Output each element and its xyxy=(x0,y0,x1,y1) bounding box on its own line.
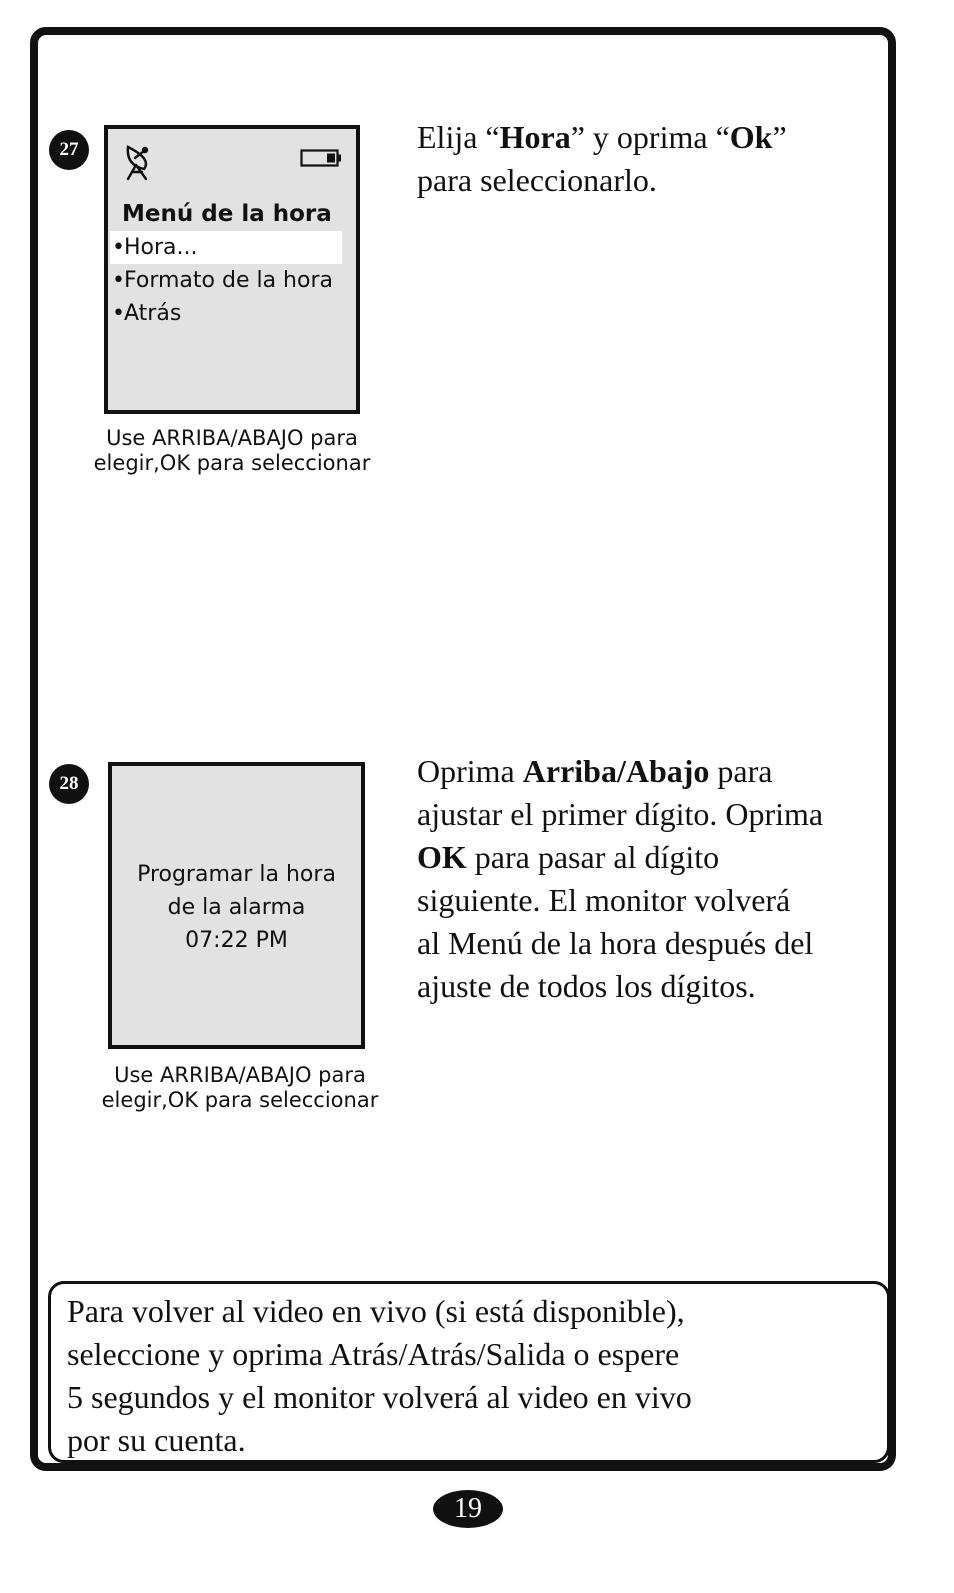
text: ” xyxy=(772,119,787,155)
caption-line: elegir,OK para seleccionar xyxy=(101,1088,379,1112)
menu-item-label: Atrás xyxy=(124,301,182,326)
note-line: por su cuenta. xyxy=(67,1422,246,1458)
menu-title: Menú de la hora xyxy=(122,201,332,227)
menu-item-atras[interactable] xyxy=(110,297,342,330)
menu-item-label: Hora... xyxy=(124,235,198,260)
text: para pasar al dígito xyxy=(466,839,720,875)
alarm-line: de la alarma xyxy=(167,895,306,920)
alarm-time[interactable]: 07:22 PM xyxy=(185,928,288,953)
menu-bullet: • xyxy=(112,301,125,326)
instruction-line: para seleccionarlo. xyxy=(417,162,657,198)
caption-line: Use ARRIBA/ABAJO para xyxy=(114,1063,366,1087)
ok-keyword: Ok xyxy=(729,119,773,155)
battery-icon xyxy=(300,149,342,167)
caption-line: Use ARRIBA/ABAJO para xyxy=(106,426,358,450)
instruction-line xyxy=(417,116,787,159)
note-line: seleccione y oprima Atrás/Atrás/Salida o espere xyxy=(67,1336,680,1372)
step-28-badge: 28 xyxy=(49,764,89,804)
menu-item-hora[interactable] xyxy=(110,231,342,264)
page-number: 19 xyxy=(433,1490,503,1528)
caption-line: elegir,OK para seleccionar xyxy=(93,451,371,475)
arriba-abajo-keyword: Arriba/Abajo xyxy=(522,753,710,789)
instruction-line: ajuste de todos los dígitos. xyxy=(417,968,756,1004)
step-27-instruction xyxy=(417,116,787,202)
step-28-instruction xyxy=(417,750,823,1008)
note-line: 5 segundos y el monitor volverá al video en vivo xyxy=(67,1379,692,1415)
text: para xyxy=(709,753,773,789)
instruction-line: al Menú de la hora después del xyxy=(417,925,814,961)
text: Elija “ xyxy=(417,119,500,155)
step-28-caption xyxy=(78,1063,402,1113)
instruction-line: ajustar el primer dígito. Oprima xyxy=(417,796,824,832)
time-menu-screen xyxy=(104,125,360,414)
instruction-line xyxy=(417,836,823,879)
hora-keyword: Hora xyxy=(499,119,571,155)
alarm-line: Programar la hora xyxy=(137,862,336,887)
menu-bullet: • xyxy=(112,235,125,260)
alarm-text xyxy=(112,858,361,957)
menu-item-formato[interactable] xyxy=(110,264,342,297)
ok-keyword: OK xyxy=(417,839,467,875)
antenna-icon xyxy=(122,139,156,181)
menu-bullet: • xyxy=(112,268,125,293)
step-27-badge: 27 xyxy=(49,130,89,170)
text: ” y oprima “ xyxy=(570,119,730,155)
instruction-line: siguiente. El monitor volverá xyxy=(417,882,791,918)
menu-item-label: Formato de la hora xyxy=(124,268,333,293)
set-alarm-screen xyxy=(108,762,365,1049)
menu-list xyxy=(110,231,342,330)
text: Oprima xyxy=(417,753,523,789)
note-line: Para volver al video en vivo (si está disponible), xyxy=(67,1293,685,1329)
instruction-line xyxy=(417,750,823,793)
note-box xyxy=(48,1281,890,1463)
step-27-caption xyxy=(70,426,394,476)
